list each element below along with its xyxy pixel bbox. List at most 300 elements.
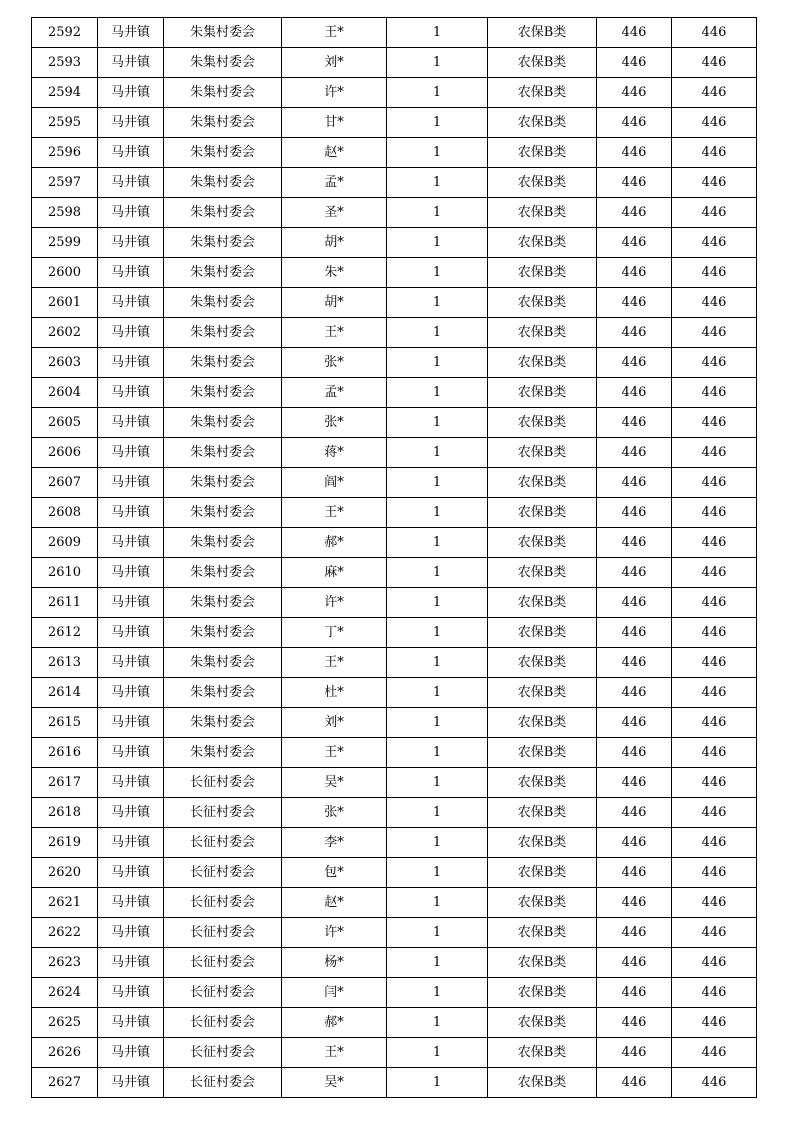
cell-name: 吴* [282, 1068, 387, 1098]
cell-count: 1 [387, 618, 488, 648]
table-row [32, 408, 757, 438]
cell-count: 1 [387, 78, 488, 108]
cell-category: 农保B类 [488, 948, 597, 978]
table-row [32, 618, 757, 648]
cell-count: 1 [387, 228, 488, 258]
cell-count: 1 [387, 378, 488, 408]
cell-count: 1 [387, 258, 488, 288]
roster-body [32, 18, 757, 1098]
cell-standard: 446 [597, 888, 672, 918]
cell-category: 农保B类 [488, 798, 597, 828]
cell-category: 农保B类 [488, 828, 597, 858]
cell-seq: 2625 [32, 1008, 98, 1038]
cell-category: 农保B类 [488, 198, 597, 228]
cell-amount: 446 [672, 738, 757, 768]
cell-standard: 446 [597, 768, 672, 798]
cell-category: 农保B类 [488, 408, 597, 438]
cell-category: 农保B类 [488, 888, 597, 918]
table-row [32, 168, 757, 198]
cell-town: 马井镇 [98, 318, 164, 348]
cell-town: 马井镇 [98, 228, 164, 258]
cell-count: 1 [387, 288, 488, 318]
cell-town: 马井镇 [98, 768, 164, 798]
cell-amount: 446 [672, 168, 757, 198]
cell-name: 许* [282, 918, 387, 948]
cell-standard: 446 [597, 648, 672, 678]
cell-name: 王* [282, 1038, 387, 1068]
cell-standard: 446 [597, 498, 672, 528]
cell-village: 朱集村委会 [164, 168, 282, 198]
table-row [32, 738, 757, 768]
table-row [32, 348, 757, 378]
cell-amount: 446 [672, 1008, 757, 1038]
cell-amount: 446 [672, 648, 757, 678]
cell-standard: 446 [597, 918, 672, 948]
cell-amount: 446 [672, 438, 757, 468]
cell-town: 马井镇 [98, 48, 164, 78]
cell-seq: 2608 [32, 498, 98, 528]
cell-count: 1 [387, 48, 488, 78]
cell-village: 朱集村委会 [164, 138, 282, 168]
cell-name: 刘* [282, 708, 387, 738]
cell-village: 朱集村委会 [164, 378, 282, 408]
cell-seq: 2620 [32, 858, 98, 888]
cell-standard: 446 [597, 678, 672, 708]
cell-standard: 446 [597, 168, 672, 198]
cell-village: 长征村委会 [164, 918, 282, 948]
cell-standard: 446 [597, 438, 672, 468]
cell-name: 许* [282, 588, 387, 618]
cell-amount: 446 [672, 198, 757, 228]
cell-seq: 2605 [32, 408, 98, 438]
cell-village: 长征村委会 [164, 948, 282, 978]
cell-village: 朱集村委会 [164, 258, 282, 288]
cell-town: 马井镇 [98, 588, 164, 618]
cell-seq: 2607 [32, 468, 98, 498]
cell-village: 朱集村委会 [164, 48, 282, 78]
cell-town: 马井镇 [98, 138, 164, 168]
cell-standard: 446 [597, 708, 672, 738]
cell-village: 朱集村委会 [164, 408, 282, 438]
cell-village: 长征村委会 [164, 798, 282, 828]
cell-category: 农保B类 [488, 498, 597, 528]
cell-category: 农保B类 [488, 558, 597, 588]
cell-standard: 446 [597, 228, 672, 258]
cell-amount: 446 [672, 858, 757, 888]
cell-count: 1 [387, 558, 488, 588]
cell-seq: 2621 [32, 888, 98, 918]
table-row [32, 378, 757, 408]
cell-name: 阎* [282, 468, 387, 498]
cell-count: 1 [387, 648, 488, 678]
table-row [32, 648, 757, 678]
cell-amount: 446 [672, 948, 757, 978]
table-row [32, 678, 757, 708]
cell-standard: 446 [597, 48, 672, 78]
cell-town: 马井镇 [98, 258, 164, 288]
cell-village: 朱集村委会 [164, 348, 282, 378]
cell-seq: 2596 [32, 138, 98, 168]
table-row [32, 888, 757, 918]
cell-category: 农保B类 [488, 48, 597, 78]
cell-amount: 446 [672, 588, 757, 618]
cell-town: 马井镇 [98, 918, 164, 948]
cell-seq: 2604 [32, 378, 98, 408]
cell-count: 1 [387, 198, 488, 228]
cell-town: 马井镇 [98, 948, 164, 978]
cell-seq: 2612 [32, 618, 98, 648]
cell-name: 刘* [282, 48, 387, 78]
cell-standard: 446 [597, 588, 672, 618]
cell-town: 马井镇 [98, 198, 164, 228]
cell-category: 农保B类 [488, 1068, 597, 1098]
cell-count: 1 [387, 1008, 488, 1038]
cell-category: 农保B类 [488, 618, 597, 648]
cell-standard: 446 [597, 78, 672, 108]
cell-standard: 446 [597, 258, 672, 288]
cell-amount: 446 [672, 348, 757, 378]
cell-village: 朱集村委会 [164, 558, 282, 588]
cell-count: 1 [387, 588, 488, 618]
cell-standard: 446 [597, 348, 672, 378]
cell-category: 农保B类 [488, 678, 597, 708]
cell-seq: 2594 [32, 78, 98, 108]
cell-name: 赵* [282, 888, 387, 918]
cell-standard: 446 [597, 1038, 672, 1068]
cell-name: 胡* [282, 288, 387, 318]
cell-seq: 2598 [32, 198, 98, 228]
cell-amount: 446 [672, 138, 757, 168]
cell-category: 农保B类 [488, 78, 597, 108]
table-row [32, 498, 757, 528]
cell-standard: 446 [597, 528, 672, 558]
cell-name: 郝* [282, 528, 387, 558]
table-row [32, 18, 757, 48]
cell-seq: 2614 [32, 678, 98, 708]
cell-name: 李* [282, 828, 387, 858]
cell-amount: 446 [672, 78, 757, 108]
cell-count: 1 [387, 678, 488, 708]
cell-count: 1 [387, 108, 488, 138]
cell-count: 1 [387, 438, 488, 468]
cell-name: 张* [282, 408, 387, 438]
cell-name: 圣* [282, 198, 387, 228]
cell-amount: 446 [672, 978, 757, 1008]
cell-seq: 2627 [32, 1068, 98, 1098]
table-row [32, 708, 757, 738]
cell-category: 农保B类 [488, 228, 597, 258]
table-row [32, 108, 757, 138]
cell-village: 长征村委会 [164, 978, 282, 1008]
cell-amount: 446 [672, 798, 757, 828]
table-row [32, 438, 757, 468]
cell-seq: 2626 [32, 1038, 98, 1068]
table-row [32, 228, 757, 258]
cell-name: 吴* [282, 768, 387, 798]
cell-standard: 446 [597, 18, 672, 48]
cell-amount: 446 [672, 678, 757, 708]
cell-category: 农保B类 [488, 138, 597, 168]
cell-category: 农保B类 [488, 168, 597, 198]
table-row [32, 198, 757, 228]
table-row [32, 48, 757, 78]
cell-seq: 2615 [32, 708, 98, 738]
table-row [32, 948, 757, 978]
cell-count: 1 [387, 348, 488, 378]
cell-amount: 446 [672, 498, 757, 528]
cell-amount: 446 [672, 828, 757, 858]
cell-name: 张* [282, 348, 387, 378]
cell-name: 孟* [282, 378, 387, 408]
cell-count: 1 [387, 738, 488, 768]
cell-town: 马井镇 [98, 468, 164, 498]
cell-village: 朱集村委会 [164, 438, 282, 468]
cell-name: 胡* [282, 228, 387, 258]
cell-village: 朱集村委会 [164, 468, 282, 498]
cell-seq: 2595 [32, 108, 98, 138]
cell-standard: 446 [597, 378, 672, 408]
cell-category: 农保B类 [488, 288, 597, 318]
cell-name: 王* [282, 318, 387, 348]
table-row [32, 1038, 757, 1068]
cell-count: 1 [387, 708, 488, 738]
cell-seq: 2617 [32, 768, 98, 798]
table-row [32, 558, 757, 588]
cell-amount: 446 [672, 558, 757, 588]
cell-count: 1 [387, 468, 488, 498]
cell-town: 马井镇 [98, 78, 164, 108]
cell-seq: 2601 [32, 288, 98, 318]
cell-village: 朱集村委会 [164, 108, 282, 138]
cell-count: 1 [387, 948, 488, 978]
cell-name: 蒋* [282, 438, 387, 468]
cell-count: 1 [387, 1038, 488, 1068]
cell-amount: 446 [672, 48, 757, 78]
cell-seq: 2610 [32, 558, 98, 588]
cell-town: 马井镇 [98, 498, 164, 528]
cell-village: 朱集村委会 [164, 648, 282, 678]
cell-amount: 446 [672, 618, 757, 648]
cell-name: 郝* [282, 1008, 387, 1038]
cell-category: 农保B类 [488, 738, 597, 768]
cell-count: 1 [387, 498, 488, 528]
cell-seq: 2602 [32, 318, 98, 348]
cell-standard: 446 [597, 318, 672, 348]
cell-category: 农保B类 [488, 648, 597, 678]
cell-town: 马井镇 [98, 1068, 164, 1098]
table-row [32, 78, 757, 108]
cell-name: 赵* [282, 138, 387, 168]
cell-count: 1 [387, 978, 488, 1008]
cell-town: 马井镇 [98, 438, 164, 468]
cell-name: 杨* [282, 948, 387, 978]
cell-standard: 446 [597, 858, 672, 888]
cell-amount: 446 [672, 378, 757, 408]
table-row [32, 588, 757, 618]
cell-name: 杜* [282, 678, 387, 708]
cell-count: 1 [387, 858, 488, 888]
cell-standard: 446 [597, 1068, 672, 1098]
cell-village: 朱集村委会 [164, 588, 282, 618]
cell-name: 孟* [282, 168, 387, 198]
cell-category: 农保B类 [488, 378, 597, 408]
cell-seq: 2593 [32, 48, 98, 78]
cell-town: 马井镇 [98, 978, 164, 1008]
cell-village: 朱集村委会 [164, 318, 282, 348]
cell-amount: 446 [672, 1068, 757, 1098]
cell-category: 农保B类 [488, 768, 597, 798]
cell-count: 1 [387, 408, 488, 438]
cell-amount: 446 [672, 258, 757, 288]
cell-standard: 446 [597, 1008, 672, 1038]
cell-name: 张* [282, 798, 387, 828]
table-row [32, 768, 757, 798]
cell-count: 1 [387, 798, 488, 828]
cell-amount: 446 [672, 528, 757, 558]
cell-category: 农保B类 [488, 708, 597, 738]
cell-category: 农保B类 [488, 18, 597, 48]
cell-category: 农保B类 [488, 348, 597, 378]
cell-seq: 2606 [32, 438, 98, 468]
cell-amount: 446 [672, 228, 757, 258]
cell-town: 马井镇 [98, 738, 164, 768]
cell-seq: 2613 [32, 648, 98, 678]
cell-town: 马井镇 [98, 858, 164, 888]
cell-amount: 446 [672, 708, 757, 738]
cell-seq: 2624 [32, 978, 98, 1008]
cell-category: 农保B类 [488, 108, 597, 138]
cell-town: 马井镇 [98, 378, 164, 408]
cell-standard: 446 [597, 108, 672, 138]
cell-seq: 2611 [32, 588, 98, 618]
cell-name: 王* [282, 648, 387, 678]
cell-standard: 446 [597, 558, 672, 588]
cell-town: 马井镇 [98, 108, 164, 138]
cell-standard: 446 [597, 138, 672, 168]
cell-standard: 446 [597, 468, 672, 498]
cell-count: 1 [387, 318, 488, 348]
cell-amount: 446 [672, 18, 757, 48]
cell-category: 农保B类 [488, 468, 597, 498]
cell-town: 马井镇 [98, 798, 164, 828]
cell-town: 马井镇 [98, 618, 164, 648]
cell-village: 长征村委会 [164, 1008, 282, 1038]
cell-standard: 446 [597, 978, 672, 1008]
cell-amount: 446 [672, 108, 757, 138]
cell-town: 马井镇 [98, 1008, 164, 1038]
cell-amount: 446 [672, 468, 757, 498]
cell-village: 长征村委会 [164, 1038, 282, 1068]
cell-standard: 446 [597, 408, 672, 438]
cell-town: 马井镇 [98, 408, 164, 438]
cell-name: 闫* [282, 978, 387, 1008]
cell-count: 1 [387, 888, 488, 918]
cell-standard: 446 [597, 798, 672, 828]
cell-seq: 2619 [32, 828, 98, 858]
cell-village: 朱集村委会 [164, 528, 282, 558]
cell-seq: 2603 [32, 348, 98, 378]
cell-town: 马井镇 [98, 1038, 164, 1068]
table-row [32, 918, 757, 948]
cell-village: 朱集村委会 [164, 228, 282, 258]
cell-count: 1 [387, 138, 488, 168]
cell-amount: 446 [672, 1038, 757, 1068]
cell-count: 1 [387, 1068, 488, 1098]
table-row [32, 318, 757, 348]
roster-table [31, 17, 757, 1098]
cell-seq: 2599 [32, 228, 98, 258]
cell-town: 马井镇 [98, 828, 164, 858]
cell-name: 甘* [282, 108, 387, 138]
cell-seq: 2597 [32, 168, 98, 198]
table-row [32, 138, 757, 168]
cell-name: 包* [282, 858, 387, 888]
cell-village: 朱集村委会 [164, 198, 282, 228]
cell-amount: 446 [672, 288, 757, 318]
table-row [32, 858, 757, 888]
cell-seq: 2592 [32, 18, 98, 48]
cell-village: 朱集村委会 [164, 618, 282, 648]
cell-category: 农保B类 [488, 858, 597, 888]
cell-village: 长征村委会 [164, 888, 282, 918]
cell-village: 朱集村委会 [164, 18, 282, 48]
cell-town: 马井镇 [98, 708, 164, 738]
cell-standard: 446 [597, 198, 672, 228]
cell-town: 马井镇 [98, 168, 164, 198]
table-row [32, 468, 757, 498]
cell-seq: 2618 [32, 798, 98, 828]
cell-village: 朱集村委会 [164, 288, 282, 318]
cell-village: 长征村委会 [164, 1068, 282, 1098]
cell-town: 马井镇 [98, 678, 164, 708]
table-row [32, 798, 757, 828]
cell-category: 农保B类 [488, 318, 597, 348]
cell-village: 朱集村委会 [164, 708, 282, 738]
cell-count: 1 [387, 168, 488, 198]
table-row [32, 1008, 757, 1038]
cell-name: 王* [282, 738, 387, 768]
cell-count: 1 [387, 828, 488, 858]
cell-town: 马井镇 [98, 888, 164, 918]
cell-amount: 446 [672, 408, 757, 438]
cell-standard: 446 [597, 948, 672, 978]
cell-village: 朱集村委会 [164, 498, 282, 528]
cell-name: 朱* [282, 258, 387, 288]
cell-seq: 2623 [32, 948, 98, 978]
cell-category: 农保B类 [488, 588, 597, 618]
cell-standard: 446 [597, 618, 672, 648]
cell-name: 王* [282, 498, 387, 528]
cell-standard: 446 [597, 828, 672, 858]
cell-village: 朱集村委会 [164, 738, 282, 768]
cell-standard: 446 [597, 738, 672, 768]
cell-village: 长征村委会 [164, 858, 282, 888]
cell-standard: 446 [597, 288, 672, 318]
table-row [32, 978, 757, 1008]
cell-name: 许* [282, 78, 387, 108]
cell-category: 农保B类 [488, 978, 597, 1008]
cell-town: 马井镇 [98, 648, 164, 678]
table-row [32, 1068, 757, 1098]
table-row [32, 528, 757, 558]
cell-town: 马井镇 [98, 288, 164, 318]
cell-seq: 2622 [32, 918, 98, 948]
cell-seq: 2616 [32, 738, 98, 768]
cell-name: 王* [282, 18, 387, 48]
cell-amount: 446 [672, 768, 757, 798]
cell-village: 朱集村委会 [164, 78, 282, 108]
cell-name: 麻* [282, 558, 387, 588]
